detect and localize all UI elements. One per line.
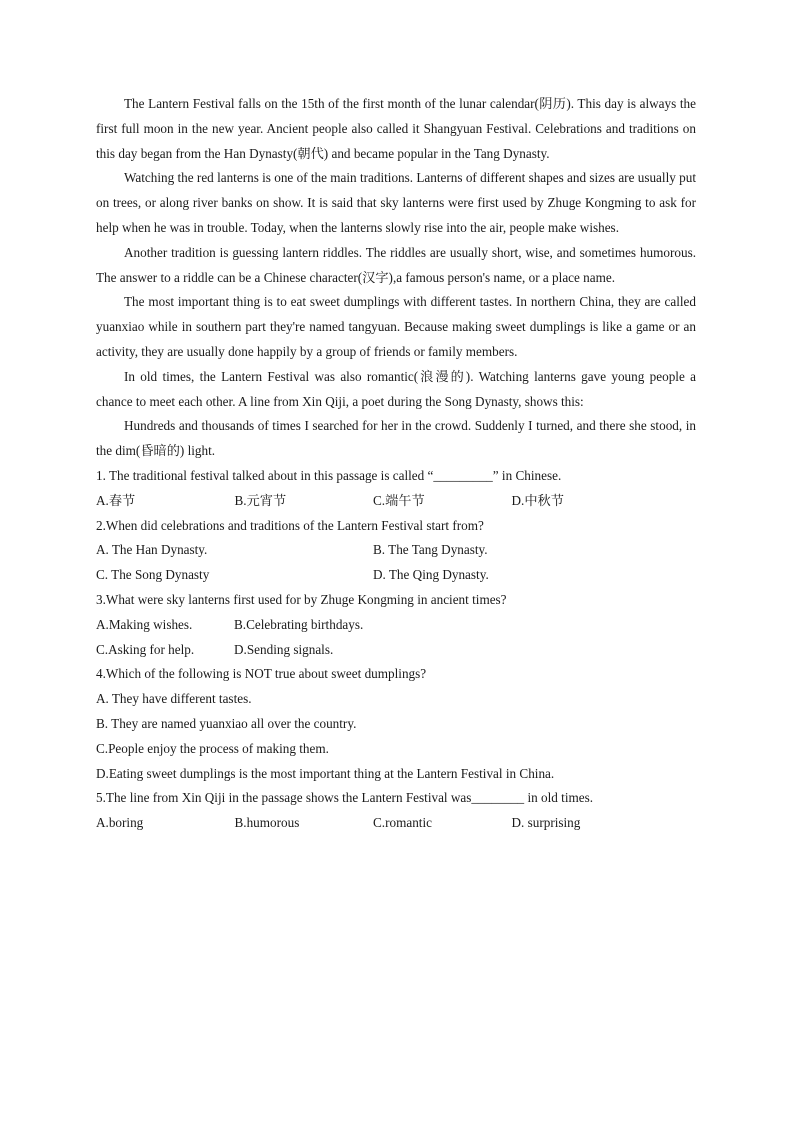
question-3-option-a: A.Making wishes. [96,616,193,632]
question-2-stem: 2.When did celebrations and traditions of the Lantern Festival start from? [96,517,484,533]
question-1-option-a: A.春节 [96,492,136,508]
question-5-option-d: D. surprising [511,815,581,831]
question-2-option-d: D. The Qing Dynasty. [373,567,489,583]
passage-paragraph-2: Watching the red lanterns is one of the main traditions. Lanterns of different shapes and sizes are usually put on trees, or along river banks on show. It is said that sky lanterns were first used by Zhuge Kongming to ask for help when he was in trouble. Today, when the lanterns slowly rise into the air, people make wishes. [96,170,696,235]
document-page [96,92,696,836]
question-2-options-row-2 [96,563,696,588]
question-5-stem: 5.The line from Xin Qiji in the passage shows the Lantern Festival was________ in old times. [96,790,594,806]
question-1-option-d: D.中秋节 [511,492,564,508]
question-1-option-c: C.端午节 [373,492,425,508]
question-5-options [96,811,696,836]
question-3-option-d: D.Sending signals. [234,641,334,657]
question-4-option-c: C.People enjoy the process of making them. [96,740,329,756]
question-3-option-b: B.Celebrating birthdays. [234,616,364,632]
question-2-options-row-1 [96,538,696,563]
question-1-stem: 1. The traditional festival talked about in this passage is called “_________” in Chinese. [96,467,562,483]
question-2-option-b: B. The Tang Dynasty. [373,542,488,558]
question-4-stem: 4.Which of the following is NOT true about sweet dumplings? [96,666,427,682]
question-4-option-a: A. They have different tastes. [96,691,252,707]
question-1-options [96,489,696,514]
passage-paragraph-3: Another tradition is guessing lantern riddles. The riddles are usually short, wise, and sometimes humorous. The answer to a riddle can be a Chinese character(汉字),a famous person's name, or a place name. [96,244,696,285]
question-4-option-d: D.Eating sweet dumplings is the most important thing at the Lantern Festival in China. [96,765,555,781]
question-5-option-a: A.boring [96,815,144,831]
question-3-stem: 3.What were sky lanterns first used for by Zhuge Kongming in ancient times? [96,591,507,607]
question-3-option-c: C.Asking for help. [96,641,195,657]
question-3-options-row-1 [96,613,696,638]
question-2-option-c: C. The Song Dynasty [96,567,210,583]
question-2-option-a: A. The Han Dynasty. [96,542,208,558]
passage-poem-line: Hundreds and thousands of times I searched for her in the crowd. Suddenly I turned, and there she stood, in the dim(昏暗的) light. [96,418,696,459]
question-4-option-b: B. They are named yuanxiao all over the country. [96,715,357,731]
question-1-option-b: B.元宵节 [234,492,287,508]
passage-paragraph-4: The most important thing is to eat sweet dumplings with different tastes. In northern China, they are called yuanxiao while in southern part they're named tangyuan. Because making sweet dumplings is like a game or an activity, they are usually done happily by a group of friends or family members. [96,294,696,359]
question-5-option-c: C.romantic [373,815,432,831]
question-3-options-row-2 [96,638,696,663]
passage-paragraph-1: The Lantern Festival falls on the 15th of the first month of the lunar calendar(阴历). This day is always the first full moon in the new year. Ancient people also called it Shangyuan Festival. Celebrations and traditions on this day began from the Han Dynasty(朝代) and became popular in the Tang Dynasty. [96,96,696,161]
passage-paragraph-5: In old times, the Lantern Festival was also romantic(浪漫的). Watching lanterns gave young people a chance to meet each other. A line from Xin Qiji, a poet during the Song Dynasty, shows this: [96,368,696,409]
question-5-option-b: B.humorous [234,815,300,831]
